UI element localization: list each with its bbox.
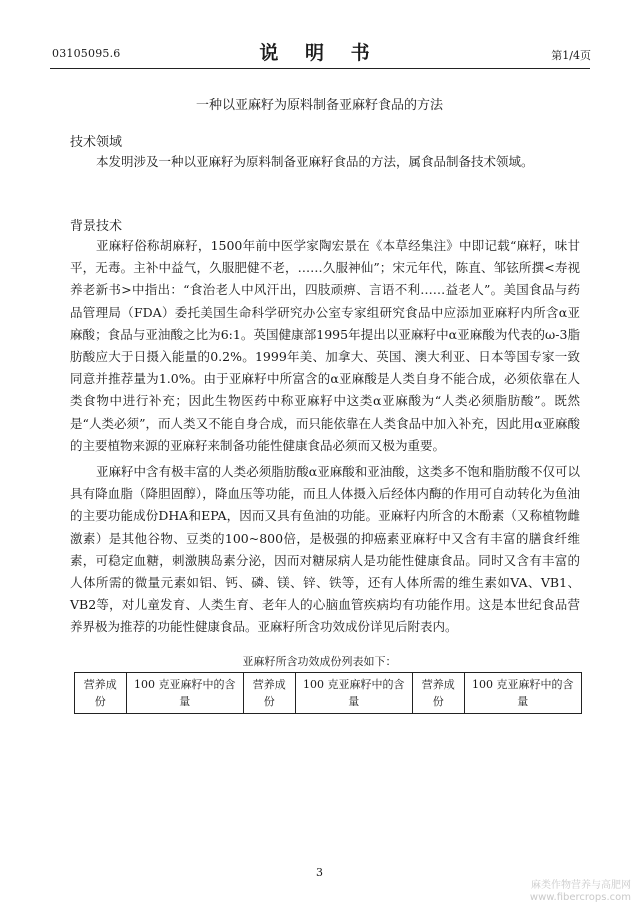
technical-field-heading: 技术领域 <box>70 135 123 150</box>
table-header-cell: 100 克亚麻籽中的含量 <box>295 673 412 714</box>
table-header-cell: 营养成份 <box>75 673 127 714</box>
page-index: 第1/4页 <box>551 49 591 62</box>
background-paragraph-1: 亚麻籽俗称胡麻籽，1500年前中医学家陶宏景在《本草经集注》中即记载“麻籽，味甘平，无毒。主补中益气，久服肥健不老，……久服神仙”；宋元年代，陈直、邹铉所撰<寿视养老新书>中指出：“食治老人中风汗出，四肢顽痹、言语不利……益老人”。美国食品与药品管理局（FDA）委托美国生命科学研究办公室专家组研究食品中应添加亚麻籽内所含α亚麻酸；食品与亚油酸之比为6:1。英国健康部1995年提出以亚麻籽中α亚麻酸为代表的ω-3脂肪酸应大于日摄入能量的0.2%。1999年美、加拿大、英国、澳大利亚、日本等国专家一致同意并推荐量为1.0%。由于亚麻籽中所富含的α亚麻酸是人类自身不能合成，必须依靠在人类食物中进行补充；因此生物医药中称亚麻籽中这类α亚麻酸为“人类必须脂肪酸”。既然是“人类必须”，而人类又不能自身合成，而只能依靠在人类食品中加入补充，因此用α亚麻酸的主要植物来源的亚麻籽来制备功能性健康食品必须而又极为重要。 <box>70 238 580 453</box>
table-header-cell: 100 克亚麻籽中的含量 <box>126 673 243 714</box>
header-divider <box>50 68 590 69</box>
doc-number: 03105095.6 <box>52 47 121 60</box>
technical-field-paragraph: 本发明涉及一种以亚麻籽为原料制备亚麻籽食品的方法，属食品制备技术领域。 <box>96 154 534 169</box>
watermark-line-1: 麻类作物营养与高肥网 <box>531 880 631 891</box>
table-caption: 亚麻籽所含功效成份列表如下： <box>242 655 397 668</box>
invention-title: 一种以亚麻籽为原料制备亚麻籽食品的方法 <box>195 98 443 113</box>
watermark <box>530 880 631 904</box>
table-header-cell: 营养成份 <box>243 673 295 714</box>
table-header-row <box>75 673 582 714</box>
nutrient-table <box>74 672 582 714</box>
table-header-cell: 营养成份 <box>412 673 464 714</box>
page-number: 3 <box>316 866 323 879</box>
table-header-cell: 100 克亚麻籽中的含量 <box>464 673 582 714</box>
background-paragraph-2: 亚麻籽中含有极丰富的人类必须脂肪酸α亚麻酸和亚油酸，这类多不饱和脂肪酸不仅可以具有降血脂（降胆固醇），降血压等功能，而且人体摄入后经体内酶的作用可自动转化为鱼油的主要功能成份DHA和EPA，因而又具有鱼油的功能。亚麻籽内所含的木酚素（又称植物雌激素）是其他谷物、豆类的100~800倍，是极强的抑癌素亚麻籽中又含有丰富的膳食纤维素，可稳定血糖，刺激胰岛素分泌，因而对糖尿病人是功能性健康食品。同时又含有丰富的人体所需的微量元素如铝、钙、磷、镁、锌、铁等，还有人体所需的维生素如VA、VB1、VB2等，对儿童发育、人类生育、老年人的心脑血管疾病均有功能作用。这是本世纪食品营养界极为推荐的功能性健康食品。亚麻籽所含功效成份详见后附表内。 <box>70 464 580 635</box>
background-heading: 背景技术 <box>70 219 123 234</box>
page-title: 说 明 书 <box>259 42 380 64</box>
watermark-line-2: www.fibercrops.com <box>529 892 631 903</box>
